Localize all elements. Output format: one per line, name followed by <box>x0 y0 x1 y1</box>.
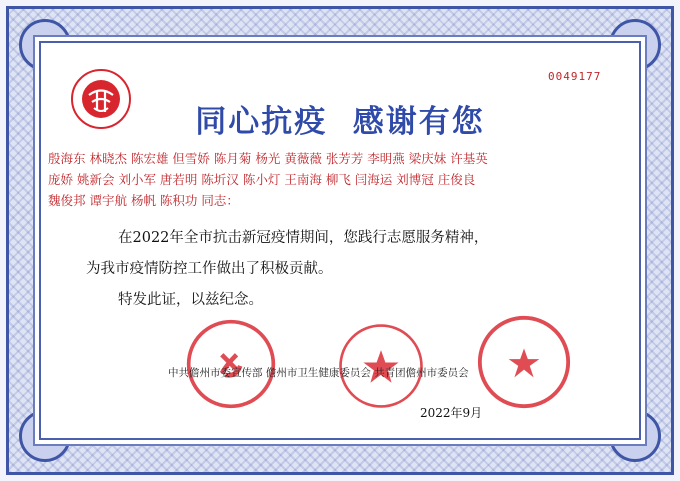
names-line-2: 庞娇 姚新会 刘小军 唐若明 陈圻汉 陈小灯 王南海 柳飞 闫海运 刘博冠 庄俊良 <box>48 172 476 187</box>
serial-number: 0049177 <box>548 70 602 83</box>
body-text-line-3: 特发此证，以兹纪念。 <box>118 292 263 308</box>
body-text-line-1: 在2022年全市抗击新冠疫情期间，您践行志愿服务精神， <box>118 230 489 246</box>
names-line-3: 魏俊邦 谭宇航 杨帆 陈积功 同志： <box>48 193 239 208</box>
names-line-1: 殷海东 林晓杰 陈宏雄 但雪娇 陈月菊 杨光 黄薇薇 张芳芳 李明燕 梁庆妹 许基英 <box>48 151 488 166</box>
official-seal-propaganda <box>185 318 277 410</box>
body-text-line-2: 为我市疫情防控工作做出了积极贡献。 <box>86 261 333 277</box>
issue-date: 2022年9月 <box>420 406 483 420</box>
official-seal-youth-league <box>476 314 572 410</box>
issuing-organizations: 中共儋州市委宣传部 儋州市卫生健康委员会 共青团儋州市委员会 <box>168 367 469 379</box>
recipient-names <box>48 148 648 211</box>
certificate-title: 同心抗疫 感谢有您 <box>195 104 485 140</box>
